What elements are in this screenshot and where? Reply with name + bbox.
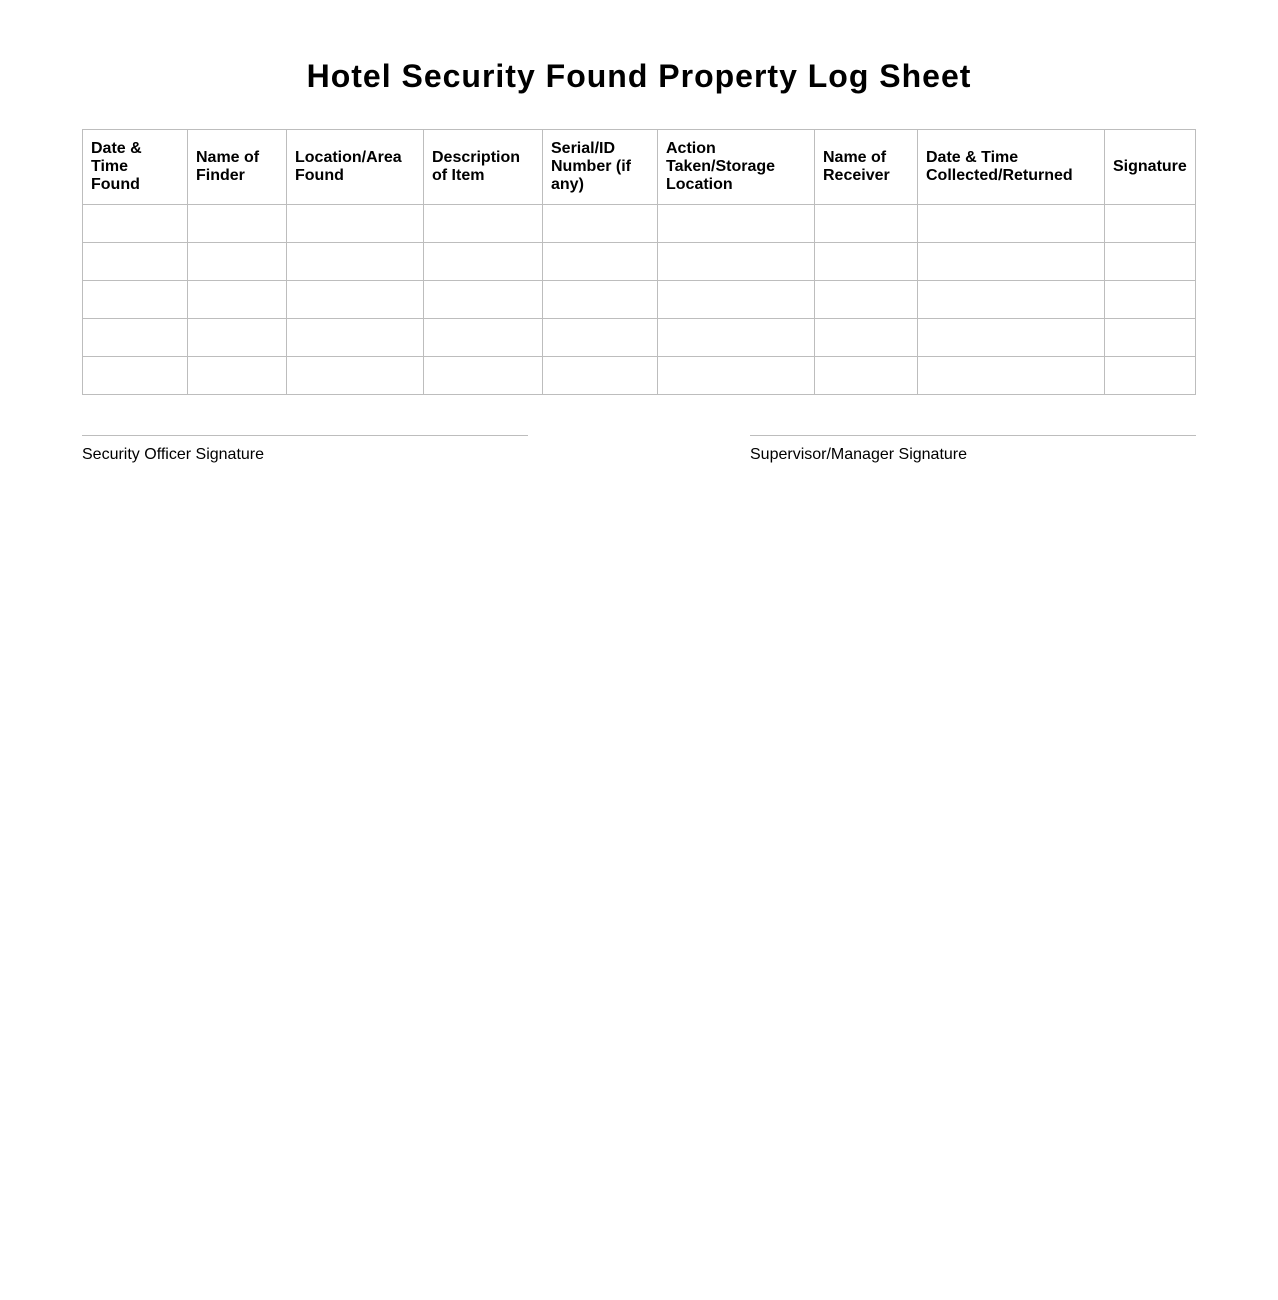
supervisor-manager-signature-label: Supervisor/Manager Signature bbox=[750, 446, 968, 463]
table-cell[interactable] bbox=[424, 357, 543, 395]
page-title: Hotel Security Found Property Log Sheet bbox=[306, 58, 972, 94]
table-cell[interactable] bbox=[815, 319, 918, 357]
table-row bbox=[83, 357, 1196, 395]
table-cell[interactable] bbox=[658, 319, 815, 357]
column-header-serial-id-number: Serial/ID Number (if any) bbox=[543, 130, 658, 205]
table-cell[interactable] bbox=[543, 319, 658, 357]
table-cell[interactable] bbox=[1105, 243, 1196, 281]
table-cell[interactable] bbox=[83, 243, 188, 281]
table-row bbox=[83, 243, 1196, 281]
table-row bbox=[83, 205, 1196, 243]
table-cell[interactable] bbox=[658, 357, 815, 395]
table-cell[interactable] bbox=[918, 357, 1105, 395]
table-cell[interactable] bbox=[543, 243, 658, 281]
column-header-signature: Signature bbox=[1105, 130, 1196, 205]
table-cell[interactable] bbox=[188, 205, 287, 243]
table-cell[interactable] bbox=[918, 319, 1105, 357]
table-cell[interactable] bbox=[83, 205, 188, 243]
table-cell[interactable] bbox=[287, 243, 424, 281]
table-row bbox=[83, 319, 1196, 357]
column-header-action-taken-storage-location: Action Taken/Storage Location bbox=[658, 130, 815, 205]
table-cell[interactable] bbox=[287, 319, 424, 357]
table-cell[interactable] bbox=[424, 205, 543, 243]
found-property-log-table bbox=[82, 129, 1196, 395]
table-cell[interactable] bbox=[83, 281, 188, 319]
column-header-name-of-receiver: Name of Receiver bbox=[815, 130, 918, 205]
table-cell[interactable] bbox=[815, 357, 918, 395]
table-cell[interactable] bbox=[658, 243, 815, 281]
security-officer-signature-line[interactable] bbox=[82, 435, 528, 464]
table-cell[interactable] bbox=[918, 281, 1105, 319]
table-cell[interactable] bbox=[543, 357, 658, 395]
supervisor-manager-signature-line[interactable] bbox=[750, 435, 1196, 464]
table-cell[interactable] bbox=[543, 205, 658, 243]
table-cell[interactable] bbox=[1105, 319, 1196, 357]
column-header-location-area-found: Location/Area Found bbox=[287, 130, 424, 205]
table-cell[interactable] bbox=[287, 281, 424, 319]
table-cell[interactable] bbox=[815, 205, 918, 243]
table-cell[interactable] bbox=[424, 243, 543, 281]
table-cell[interactable] bbox=[1105, 281, 1196, 319]
table-cell[interactable] bbox=[188, 243, 287, 281]
table-cell[interactable] bbox=[815, 281, 918, 319]
table-cell[interactable] bbox=[918, 205, 1105, 243]
table-cell[interactable] bbox=[188, 281, 287, 319]
table-cell[interactable] bbox=[188, 319, 287, 357]
table-cell[interactable] bbox=[1105, 205, 1196, 243]
table-header-row bbox=[83, 130, 1196, 205]
table-cell[interactable] bbox=[424, 281, 543, 319]
table-cell[interactable] bbox=[287, 205, 424, 243]
table-cell[interactable] bbox=[287, 357, 424, 395]
table-cell[interactable] bbox=[658, 281, 815, 319]
table-cell[interactable] bbox=[424, 319, 543, 357]
table-row bbox=[83, 281, 1196, 319]
table-cell[interactable] bbox=[658, 205, 815, 243]
column-header-date-time-found: Date & Time Found bbox=[83, 130, 188, 205]
column-header-description-of-item: Description of Item bbox=[424, 130, 543, 205]
table-cell[interactable] bbox=[815, 243, 918, 281]
table-cell[interactable] bbox=[543, 281, 658, 319]
table-cell[interactable] bbox=[83, 319, 188, 357]
column-header-date-time-collected-returned: Date & Time Collected/Returned bbox=[918, 130, 1105, 205]
security-officer-signature-label: Security Officer Signature bbox=[82, 446, 265, 463]
table-cell[interactable] bbox=[188, 357, 287, 395]
table-cell[interactable] bbox=[918, 243, 1105, 281]
table-cell[interactable] bbox=[1105, 357, 1196, 395]
column-header-name-of-finder: Name of Finder bbox=[188, 130, 287, 205]
table-cell[interactable] bbox=[83, 357, 188, 395]
